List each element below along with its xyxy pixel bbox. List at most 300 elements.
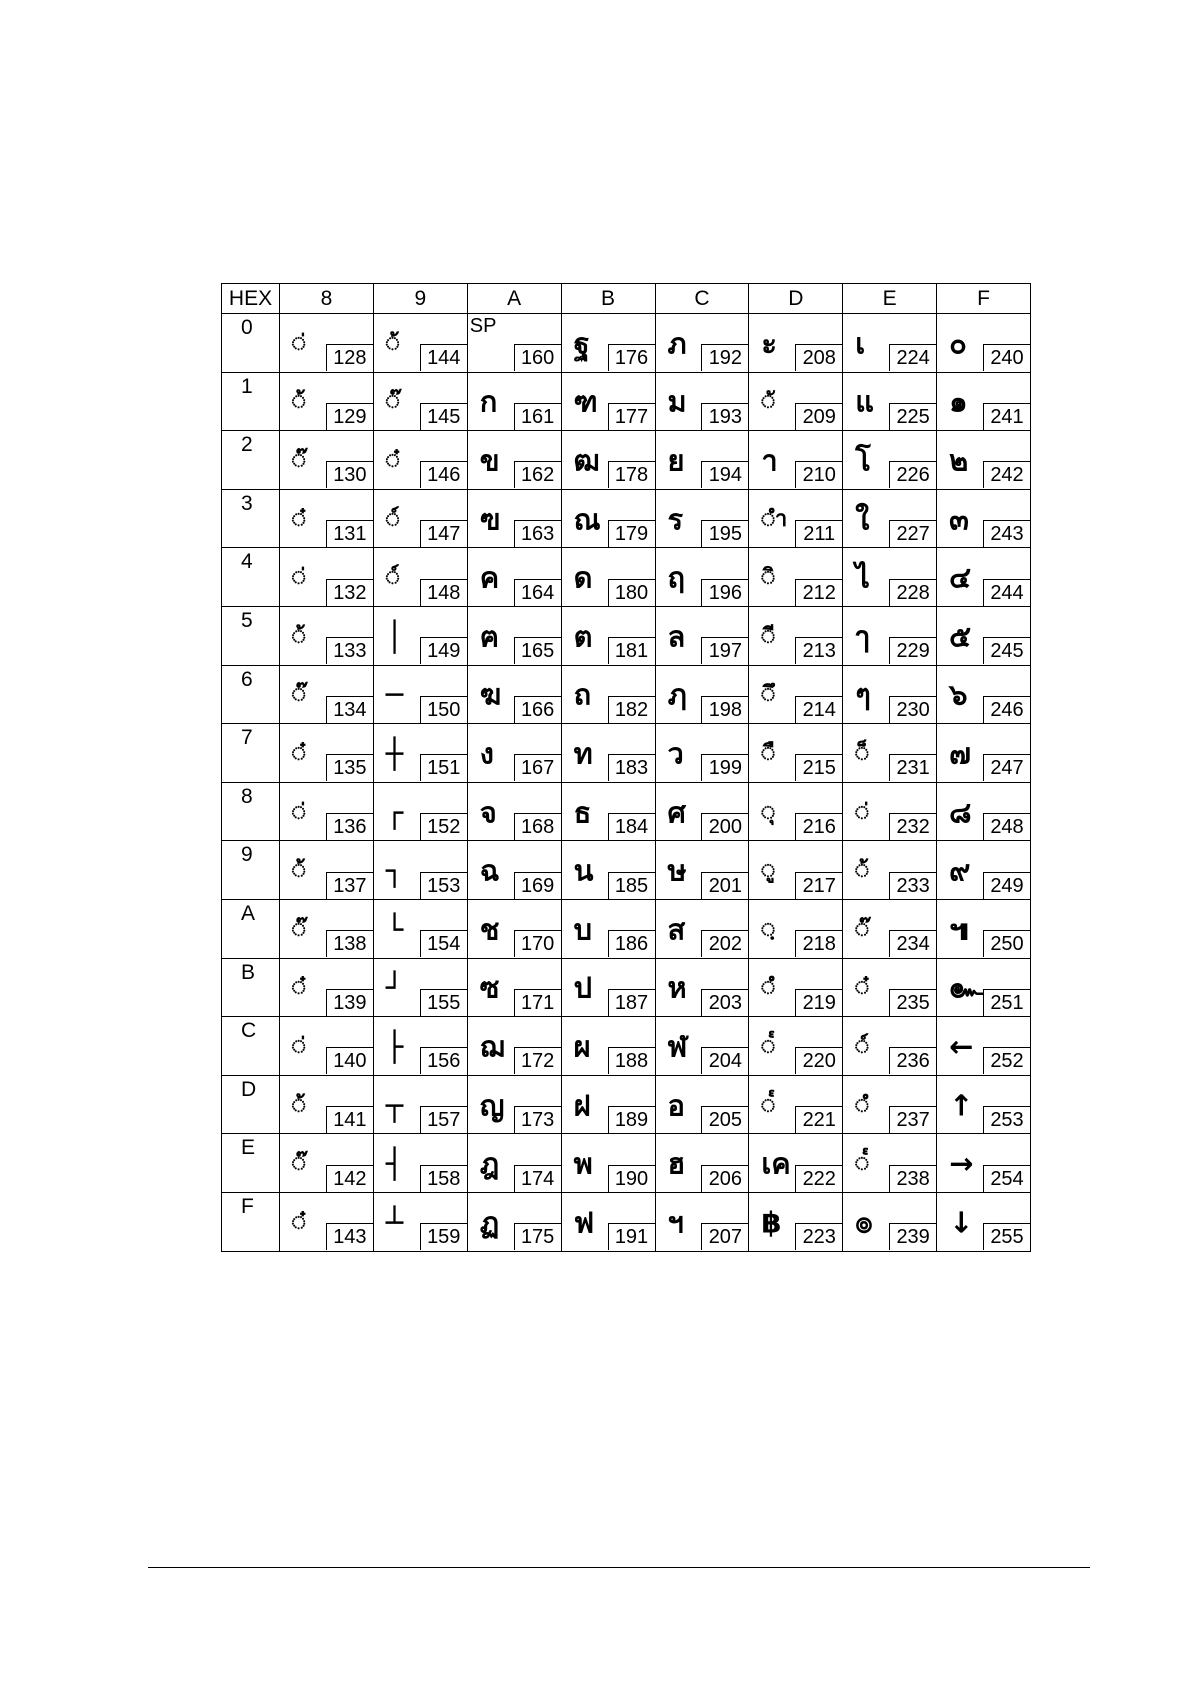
character-glyph: ◌้ bbox=[292, 1092, 306, 1118]
character-glyph: ส bbox=[667, 912, 686, 947]
code-cell bbox=[561, 665, 655, 724]
character-glyph: ◌๊ bbox=[292, 1150, 306, 1176]
code-cell bbox=[843, 958, 937, 1017]
character-glyph: บ bbox=[573, 912, 593, 947]
decimal-code: 235 bbox=[889, 989, 936, 1016]
character-glyph: อ bbox=[667, 1088, 685, 1123]
code-cell bbox=[655, 606, 749, 665]
decimal-code: 128 bbox=[326, 344, 373, 371]
decimal-code: 245 bbox=[983, 637, 1030, 664]
code-cell-content bbox=[468, 1135, 561, 1192]
column-header: F bbox=[937, 284, 1031, 314]
character-glyph: ◌ี bbox=[761, 623, 775, 649]
character-glyph: ◌็ bbox=[855, 740, 869, 766]
character-glyph: ว bbox=[667, 736, 684, 771]
decimal-code: 202 bbox=[701, 930, 748, 957]
decimal-code: 205 bbox=[701, 1106, 748, 1133]
decimal-code: 182 bbox=[608, 696, 655, 723]
code-cell bbox=[467, 841, 561, 900]
code-cell bbox=[280, 665, 374, 724]
decimal-code: 140 bbox=[326, 1047, 373, 1074]
decimal-code: 136 bbox=[326, 813, 373, 840]
character-glyph: ┐ bbox=[385, 853, 404, 888]
code-cell-content bbox=[656, 724, 749, 781]
character-glyph: ๙ bbox=[949, 853, 971, 888]
character-glyph: พ bbox=[573, 1146, 593, 1181]
code-cell-content bbox=[374, 783, 467, 840]
character-glyph: ◌ํ bbox=[855, 1092, 869, 1118]
code-cell-content bbox=[374, 1076, 467, 1133]
decimal-code: 254 bbox=[983, 1165, 1030, 1192]
code-cell bbox=[749, 1192, 843, 1251]
character-glyph: ฅ bbox=[479, 619, 500, 654]
decimal-code: 248 bbox=[983, 813, 1030, 840]
code-cell bbox=[561, 782, 655, 841]
row-header: E bbox=[222, 1134, 280, 1193]
code-cell-content bbox=[656, 373, 749, 430]
decimal-code: 173 bbox=[514, 1106, 561, 1133]
character-glyph: ม bbox=[667, 385, 687, 420]
decimal-code: 167 bbox=[514, 754, 561, 781]
code-cell-content bbox=[843, 549, 936, 606]
code-cell bbox=[467, 958, 561, 1017]
code-cell-content bbox=[749, 431, 842, 488]
character-glyph: ◌๊ bbox=[292, 447, 306, 473]
character-glyph: ◌้ bbox=[292, 389, 306, 415]
code-cell bbox=[467, 1192, 561, 1251]
code-cell-content bbox=[656, 1017, 749, 1074]
code-cell bbox=[280, 1017, 374, 1076]
decimal-code: 252 bbox=[983, 1047, 1030, 1074]
table-row bbox=[222, 1134, 1031, 1193]
decimal-code: 217 bbox=[795, 872, 842, 899]
character-glyph: ◌้ bbox=[292, 858, 306, 884]
character-code-table bbox=[221, 283, 1031, 1252]
decimal-code: 244 bbox=[983, 579, 1030, 606]
code-cell-content bbox=[656, 490, 749, 547]
decimal-code: 134 bbox=[326, 696, 373, 723]
character-glyph: ┼ bbox=[385, 736, 404, 771]
code-cell bbox=[749, 314, 843, 373]
code-cell bbox=[937, 724, 1031, 783]
code-cell bbox=[280, 548, 374, 607]
decimal-code: 211 bbox=[795, 520, 842, 547]
code-cell bbox=[843, 1017, 937, 1076]
row-header: A bbox=[222, 899, 280, 958]
code-cell-content bbox=[374, 314, 467, 371]
decimal-code: 249 bbox=[983, 872, 1030, 899]
code-cell-content bbox=[562, 783, 655, 840]
decimal-code: 200 bbox=[701, 813, 748, 840]
code-cell bbox=[843, 431, 937, 490]
code-cell-content bbox=[843, 959, 936, 1016]
decimal-code: 168 bbox=[514, 813, 561, 840]
code-cell-content bbox=[374, 431, 467, 488]
decimal-code: 206 bbox=[701, 1165, 748, 1192]
code-cell-content bbox=[280, 1135, 373, 1192]
character-glyph: └ bbox=[385, 912, 404, 947]
decimal-code: 130 bbox=[326, 461, 373, 488]
code-cell bbox=[655, 372, 749, 431]
code-cell-content bbox=[374, 900, 467, 957]
code-cell-content bbox=[468, 607, 561, 664]
character-glyph: ะ bbox=[761, 326, 777, 361]
code-cell-content bbox=[468, 1017, 561, 1074]
code-cell-content bbox=[562, 373, 655, 430]
decimal-code: 160 bbox=[514, 344, 561, 371]
character-glyph: ธ bbox=[573, 795, 592, 830]
code-cell bbox=[655, 782, 749, 841]
code-cell bbox=[937, 489, 1031, 548]
character-glyph: ณ bbox=[573, 502, 601, 537]
code-cell-content bbox=[562, 549, 655, 606]
decimal-code: 229 bbox=[889, 637, 936, 664]
character-glyph: ◌์ bbox=[385, 506, 400, 532]
code-cell bbox=[843, 841, 937, 900]
decimal-code: 129 bbox=[326, 403, 373, 430]
decimal-code: 137 bbox=[326, 872, 373, 899]
code-cell bbox=[373, 899, 467, 958]
row-header: 7 bbox=[222, 724, 280, 783]
code-cell-content bbox=[562, 724, 655, 781]
code-cell bbox=[655, 489, 749, 548]
code-cell-content bbox=[374, 490, 467, 547]
code-cell bbox=[655, 899, 749, 958]
code-cell bbox=[749, 1075, 843, 1134]
character-glyph: ◌่ bbox=[292, 330, 306, 356]
decimal-code: 219 bbox=[795, 989, 842, 1016]
character-glyph: ← bbox=[949, 1029, 974, 1064]
decimal-code: 183 bbox=[608, 754, 655, 781]
character-glyph: → bbox=[949, 1146, 974, 1181]
character-glyph: ป bbox=[573, 970, 593, 1005]
code-cell-content bbox=[843, 607, 936, 664]
code-cell-content bbox=[280, 724, 373, 781]
code-cell bbox=[561, 1192, 655, 1251]
code-cell bbox=[561, 1075, 655, 1134]
row-header: 1 bbox=[222, 372, 280, 431]
code-cell-content bbox=[749, 666, 842, 723]
code-cell bbox=[937, 1017, 1031, 1076]
decimal-code: 238 bbox=[889, 1165, 936, 1192]
code-cell-content bbox=[468, 1076, 561, 1133]
code-cell bbox=[467, 548, 561, 607]
decimal-code: 158 bbox=[420, 1165, 467, 1192]
code-cell-content bbox=[374, 724, 467, 781]
code-cell-content bbox=[374, 959, 467, 1016]
table-row bbox=[222, 431, 1031, 490]
code-cell bbox=[843, 782, 937, 841]
character-glyph: ฦ bbox=[667, 678, 687, 713]
code-cell bbox=[467, 782, 561, 841]
code-cell bbox=[280, 489, 374, 548]
character-glyph: เ bbox=[855, 326, 866, 361]
code-cell bbox=[373, 1017, 467, 1076]
code-cell bbox=[280, 958, 374, 1017]
code-cell-content bbox=[937, 666, 1030, 723]
code-cell-content bbox=[280, 783, 373, 840]
character-glyph: ร bbox=[667, 502, 684, 537]
code-cell-content bbox=[843, 1135, 936, 1192]
code-cell-content bbox=[843, 900, 936, 957]
code-cell bbox=[373, 782, 467, 841]
character-glyph: ข bbox=[479, 443, 500, 478]
code-cell-content bbox=[468, 666, 561, 723]
decimal-code: 216 bbox=[795, 813, 842, 840]
code-cell-content bbox=[280, 666, 373, 723]
code-cell-content bbox=[374, 842, 467, 899]
decimal-code: 148 bbox=[420, 579, 467, 606]
code-cell bbox=[561, 548, 655, 607]
decimal-code: 157 bbox=[420, 1106, 467, 1133]
code-cell-content bbox=[749, 900, 842, 957]
code-cell bbox=[937, 958, 1031, 1017]
row-header: D bbox=[222, 1075, 280, 1134]
character-glyph: ๆ bbox=[855, 678, 871, 713]
character-glyph: ฬ bbox=[667, 1029, 688, 1064]
character-glyph: ┌ bbox=[385, 795, 404, 830]
character-glyph: ๑ bbox=[949, 385, 968, 420]
code-cell bbox=[561, 314, 655, 373]
table-row bbox=[222, 372, 1031, 431]
code-cell-content bbox=[468, 490, 561, 547]
decimal-code: 237 bbox=[889, 1106, 936, 1133]
column-header: C bbox=[655, 284, 749, 314]
decimal-code: 149 bbox=[420, 637, 467, 664]
code-cell-content bbox=[562, 607, 655, 664]
decimal-code: 132 bbox=[326, 579, 373, 606]
decimal-code: 240 bbox=[983, 344, 1030, 371]
decimal-code: 234 bbox=[889, 930, 936, 957]
code-cell-content bbox=[937, 1193, 1030, 1250]
decimal-code: 165 bbox=[514, 637, 561, 664]
decimal-code: 218 bbox=[795, 930, 842, 957]
table-row bbox=[222, 841, 1031, 900]
table-row bbox=[222, 606, 1031, 665]
character-glyph: ┬ bbox=[385, 1088, 404, 1123]
row-header: 9 bbox=[222, 841, 280, 900]
row-header: 6 bbox=[222, 665, 280, 724]
decimal-code: 207 bbox=[701, 1223, 748, 1250]
code-cell bbox=[749, 782, 843, 841]
character-glyph: ◌๋ bbox=[385, 447, 400, 473]
code-cell bbox=[749, 665, 843, 724]
character-glyph: ↑ bbox=[949, 1088, 974, 1123]
character-glyph: ย bbox=[667, 443, 685, 478]
decimal-code: 198 bbox=[701, 696, 748, 723]
decimal-code: 162 bbox=[514, 461, 561, 488]
table-header bbox=[222, 284, 1031, 314]
decimal-code: 231 bbox=[889, 754, 936, 781]
character-glyph: ฟ bbox=[573, 1205, 595, 1240]
decimal-code: 208 bbox=[795, 344, 842, 371]
header-row bbox=[222, 284, 1031, 314]
character-glyph: ↓ bbox=[949, 1205, 974, 1240]
code-cell-content bbox=[937, 373, 1030, 430]
code-cell-content bbox=[843, 1076, 936, 1133]
code-cell bbox=[561, 431, 655, 490]
code-cell bbox=[843, 489, 937, 548]
character-glyph: ◌ั bbox=[761, 389, 775, 415]
decimal-code: 181 bbox=[608, 637, 655, 664]
code-cell-content bbox=[656, 1135, 749, 1192]
code-cell-content bbox=[280, 431, 373, 488]
character-glyph: ษ bbox=[667, 853, 687, 888]
decimal-code: 215 bbox=[795, 754, 842, 781]
decimal-code: 222 bbox=[795, 1165, 842, 1192]
code-cell bbox=[655, 724, 749, 783]
code-cell bbox=[749, 841, 843, 900]
code-cell-content bbox=[749, 724, 842, 781]
decimal-code: 186 bbox=[608, 930, 655, 957]
code-cell-content bbox=[749, 1135, 842, 1192]
code-cell-content bbox=[280, 1193, 373, 1250]
decimal-code: 232 bbox=[889, 813, 936, 840]
decimal-code: 239 bbox=[889, 1223, 936, 1250]
decimal-code: 180 bbox=[608, 579, 655, 606]
character-glyph: ◌ึ bbox=[761, 682, 775, 708]
code-cell bbox=[373, 958, 467, 1017]
decimal-code: 151 bbox=[420, 754, 467, 781]
decimal-code: 166 bbox=[514, 696, 561, 723]
code-cell bbox=[467, 489, 561, 548]
code-cell-content bbox=[562, 900, 655, 957]
code-cell bbox=[467, 314, 561, 373]
character-glyph: ๏ bbox=[855, 1205, 873, 1240]
character-glyph: ◌ุ bbox=[761, 799, 775, 825]
decimal-code: 209 bbox=[795, 403, 842, 430]
code-cell bbox=[467, 1134, 561, 1193]
character-glyph: ◌๎ bbox=[855, 1150, 869, 1176]
character-glyph: ฑ bbox=[573, 385, 598, 420]
code-cell bbox=[937, 1192, 1031, 1251]
code-cell bbox=[937, 431, 1031, 490]
table-row bbox=[222, 958, 1031, 1017]
code-cell bbox=[843, 665, 937, 724]
character-glyph: ◌๋ bbox=[292, 1209, 306, 1235]
code-cell-content bbox=[374, 549, 467, 606]
decimal-code: 155 bbox=[420, 989, 467, 1016]
code-cell bbox=[280, 372, 374, 431]
code-cell bbox=[373, 548, 467, 607]
decimal-code: 224 bbox=[889, 344, 936, 371]
code-cell-content bbox=[374, 666, 467, 723]
character-glyph: ◌๎ bbox=[761, 1033, 775, 1059]
code-cell bbox=[561, 372, 655, 431]
character-glyph: ฤ bbox=[667, 560, 686, 595]
code-cell-content bbox=[374, 1017, 467, 1074]
code-cell-content bbox=[280, 959, 373, 1016]
decimal-code: 169 bbox=[514, 872, 561, 899]
code-cell-content bbox=[843, 314, 936, 371]
code-cell-content bbox=[937, 549, 1030, 606]
code-cell-content bbox=[937, 959, 1030, 1016]
code-cell bbox=[280, 606, 374, 665]
row-header: 8 bbox=[222, 782, 280, 841]
code-cell bbox=[373, 372, 467, 431]
character-glyph: ◌์ bbox=[385, 565, 400, 591]
code-cell-content bbox=[656, 314, 749, 371]
decimal-code: 133 bbox=[326, 637, 373, 664]
code-cell-content bbox=[374, 607, 467, 664]
code-cell-content bbox=[562, 959, 655, 1016]
decimal-code: 156 bbox=[420, 1047, 467, 1074]
character-glyph: ◌๊ bbox=[292, 682, 306, 708]
row-header: 3 bbox=[222, 489, 280, 548]
decimal-code: 159 bbox=[420, 1223, 467, 1250]
decimal-code: 161 bbox=[514, 403, 561, 430]
character-glyph: ๖ bbox=[949, 678, 968, 713]
code-cell-content bbox=[749, 549, 842, 606]
decimal-code: 225 bbox=[889, 403, 936, 430]
decimal-code: 152 bbox=[420, 813, 467, 840]
code-cell-content bbox=[656, 1076, 749, 1133]
code-cell-content bbox=[749, 373, 842, 430]
decimal-code: 253 bbox=[983, 1106, 1030, 1133]
character-glyph: ◌้ bbox=[292, 623, 306, 649]
code-cell bbox=[467, 372, 561, 431]
code-cell bbox=[655, 665, 749, 724]
code-cell-content bbox=[843, 842, 936, 899]
decimal-code: 197 bbox=[701, 637, 748, 664]
table-row bbox=[222, 489, 1031, 548]
decimal-code: 147 bbox=[420, 520, 467, 547]
code-cell-content bbox=[656, 666, 749, 723]
character-glyph: ใ bbox=[855, 502, 870, 537]
table-row bbox=[222, 724, 1031, 783]
character-glyph: ภ bbox=[667, 326, 687, 361]
character-glyph: โ bbox=[855, 443, 871, 478]
code-cell-content bbox=[843, 724, 936, 781]
code-cell-content bbox=[749, 607, 842, 664]
code-cell bbox=[749, 372, 843, 431]
decimal-code: 153 bbox=[420, 872, 467, 899]
character-glyph: ◌๋ bbox=[292, 740, 306, 766]
code-cell-content bbox=[468, 431, 561, 488]
table-row bbox=[222, 314, 1031, 373]
decimal-code: 223 bbox=[795, 1223, 842, 1250]
character-glyph: ◌้ bbox=[855, 858, 869, 884]
code-cell bbox=[843, 606, 937, 665]
character-glyph: ต bbox=[573, 619, 593, 654]
code-cell-content bbox=[468, 724, 561, 781]
row-header: 0 bbox=[222, 314, 280, 373]
column-header: D bbox=[749, 284, 843, 314]
code-cell bbox=[843, 1075, 937, 1134]
code-cell-content bbox=[280, 314, 373, 371]
code-cell-content bbox=[562, 314, 655, 371]
decimal-code: 189 bbox=[608, 1106, 655, 1133]
character-glyph: ฐ bbox=[573, 326, 590, 361]
code-cell-content bbox=[656, 1193, 749, 1250]
character-glyph: ◌๋ bbox=[292, 506, 306, 532]
code-cell bbox=[467, 724, 561, 783]
code-cell bbox=[937, 665, 1031, 724]
code-cell bbox=[280, 431, 374, 490]
code-cell-content bbox=[937, 724, 1030, 781]
code-cell bbox=[937, 1134, 1031, 1193]
character-glyph: ◌้ bbox=[385, 330, 400, 356]
code-cell-content bbox=[280, 373, 373, 430]
code-cell bbox=[749, 431, 843, 490]
row-header: 4 bbox=[222, 548, 280, 607]
code-cell-content bbox=[280, 607, 373, 664]
column-header: A bbox=[467, 284, 561, 314]
character-glyph: ง bbox=[479, 736, 494, 771]
code-cell bbox=[373, 1075, 467, 1134]
character-glyph: ๓ bbox=[949, 502, 969, 537]
decimal-code: 228 bbox=[889, 579, 936, 606]
